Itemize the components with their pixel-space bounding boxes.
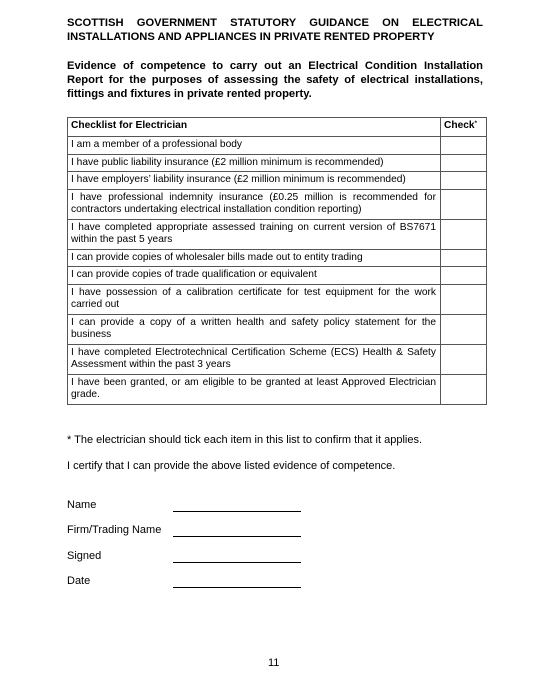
check-footnote-mark: * [474, 121, 477, 127]
firm-label: Firm/Trading Name [67, 524, 162, 536]
signature-field[interactable] [173, 561, 301, 563]
column-header-checklist: Checklist for Electrician [68, 118, 441, 137]
checklist-item: I can provide copies of wholesaler bills made out to entity trading [68, 249, 441, 267]
check-cell[interactable] [441, 154, 487, 172]
table-row [68, 267, 487, 285]
checklist-item: I can provide a copy of a written health and safety policy statement for the business [68, 314, 441, 344]
column-header-check [441, 118, 487, 137]
table-row [68, 172, 487, 190]
checklist-header-row [68, 118, 487, 137]
certification-statement: I certify that I can provide the above listed evidence of competence. [67, 460, 396, 472]
date-field[interactable] [173, 586, 301, 588]
table-row [68, 219, 487, 249]
checklist-item: I have completed appropriate assessed training on current version of BS7671 within the past 5 years [68, 219, 441, 249]
table-row [68, 284, 487, 314]
name-field[interactable] [173, 510, 301, 512]
table-row [68, 314, 487, 344]
page-number: 11 [268, 657, 280, 669]
checklist-item: I have possession of a calibration certificate for test equipment for the work carried out [68, 284, 441, 314]
checklist-body [68, 137, 487, 405]
intro-paragraph: Evidence of competence to carry out an Electrical Condition Installation Report for the purposes of assessing the safety of electrical installations, fittings and fixtures in private rented property. [67, 60, 483, 100]
checklist-table [67, 117, 487, 405]
check-cell[interactable] [441, 284, 487, 314]
table-row [68, 344, 487, 374]
check-cell[interactable] [441, 219, 487, 249]
checklist-item: I have employers’ liability insurance (£2 million minimum is recommended) [68, 172, 441, 190]
check-cell[interactable] [441, 189, 487, 219]
date-label: Date [67, 575, 91, 587]
firm-field[interactable] [173, 535, 301, 537]
checklist-item: I have professional indemnity insurance (£0.25 million is recommended for contractors undertaking electrical installation condition reporting) [68, 189, 441, 219]
check-cell[interactable] [441, 137, 487, 155]
document-heading: SCOTTISH GOVERNMENT STATUTORY GUIDANCE ON ELECTRICAL INSTALLATIONS AND APPLIANCES IN PRIVATE RENTED PROPERTY [67, 17, 483, 43]
table-row [68, 249, 487, 267]
footnote: * The electrician should tick each item in this list to confirm that it applies. [67, 434, 423, 446]
check-cell[interactable] [441, 314, 487, 344]
check-cell[interactable] [441, 344, 487, 374]
check-header-label: Check [444, 120, 475, 131]
table-row [68, 154, 487, 172]
name-label: Name [67, 499, 97, 511]
check-cell[interactable] [441, 172, 487, 190]
check-cell[interactable] [441, 267, 487, 285]
checklist-item: I am a member of a professional body [68, 137, 441, 155]
check-cell[interactable] [441, 374, 487, 404]
signed-label: Signed [67, 550, 102, 562]
table-row [68, 189, 487, 219]
checklist-item: I have been granted, or am eligible to be granted at least Approved Electrician grade. [68, 374, 441, 404]
check-cell[interactable] [441, 249, 487, 267]
checklist-item: I can provide copies of trade qualification or equivalent [68, 267, 441, 285]
table-row [68, 137, 487, 155]
table-row [68, 374, 487, 404]
checklist-item: I have public liability insurance (£2 million minimum is recommended) [68, 154, 441, 172]
checklist-item: I have completed Electrotechnical Certification Scheme (ECS) Health & Safety Assessment within the past 3 years [68, 344, 441, 374]
